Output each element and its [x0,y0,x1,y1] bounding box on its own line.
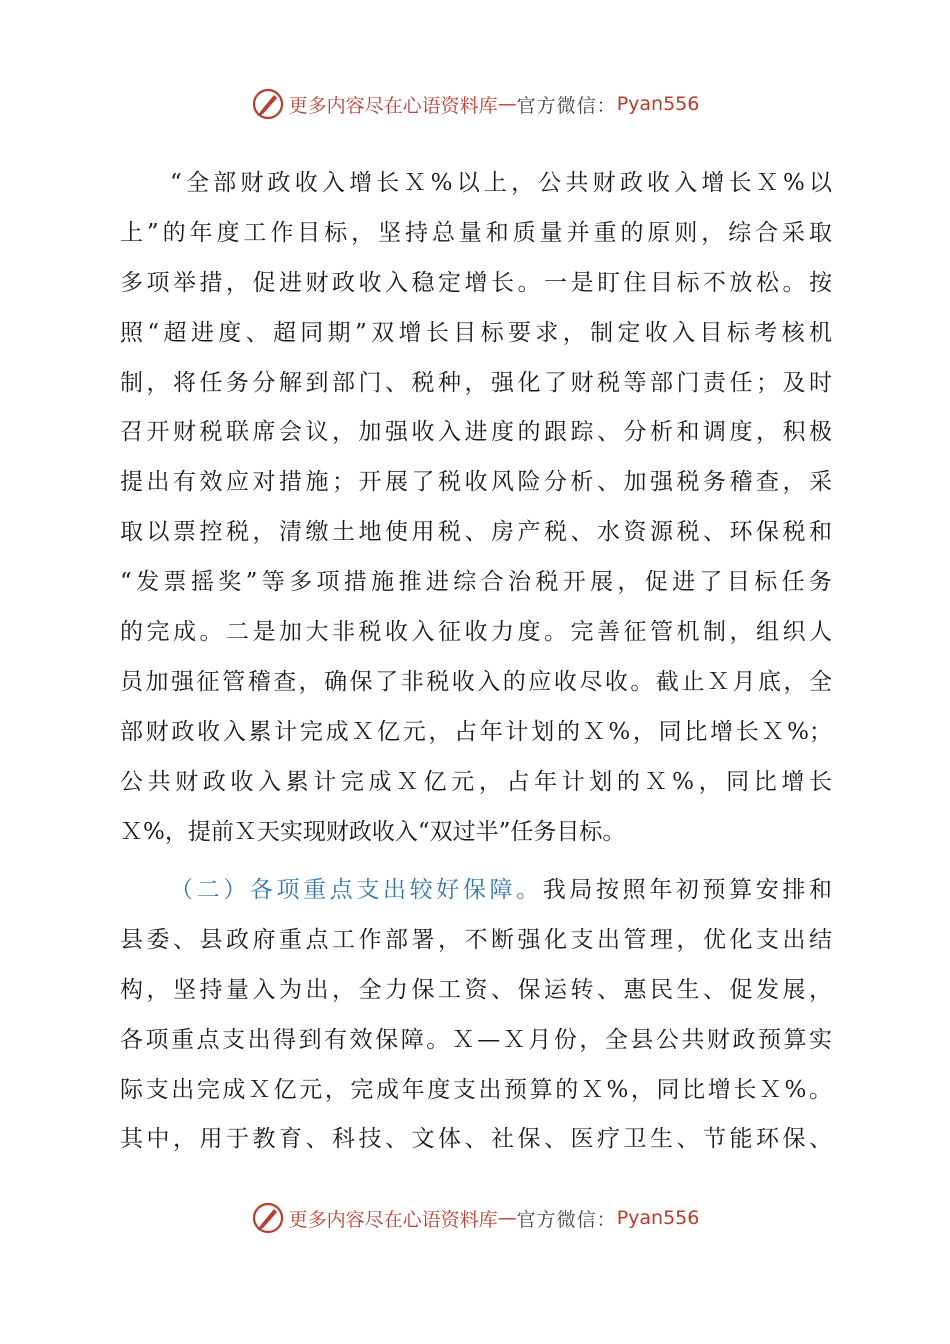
text-line: 县委、县政府重点工作部署，不断强化支出管理，优化支出结 [120,926,832,953]
banner-wechat-label: 官方微信： [516,94,617,117]
text-line: 上”的年度工作目标，坚持总量和质量并重的原则，综合采取 [120,219,832,246]
text-line [120,866,832,916]
text-line: “发票摇奖”等多项措施推进综合治税开展，促进了目标任务 [120,569,832,596]
heading-continuation: 我局按照年初预算安排和 [542,877,832,903]
text-line: 各项重点支出得到有效保障。Ｘ—Ｘ月份，全县公共财政预算实 [120,1026,832,1053]
text-line: 取以票控税，清缴土地使用税、房产税、水资源税、环保税和 [120,519,832,546]
text-line: Ｘ%，提前Ｘ天实现财政收入“双过半”任务目标。 [120,818,626,845]
text-line: 的完成。二是加大非税收入征收力度。完善征管机制，组织人 [120,619,832,646]
header-banner [0,84,950,124]
text-line: 照“超进度、超同期”双增长目标要求，制定收入目标考核机 [120,319,832,346]
text-line: 召开财税联席会议，加强收入进度的跟踪、分析和调度，积极 [120,419,832,446]
text-line: 多项举措，促进财政收入稳定增长。一是盯住目标不放松。按 [120,269,832,296]
text-line: 员加强征管稽查，确保了非税收入的应收尽收。截止Ｘ月底，全 [120,668,832,695]
text-line: 提出有效应对措施；开展了税收风险分析、加强税务稽查，采 [120,469,832,496]
pen-logo-icon [251,87,285,121]
banner-main-text: 更多内容尽在心语资料库 [288,94,498,117]
banner-dash: — [497,1207,517,1229]
banner-wechat-id: Pyan556 [616,93,700,115]
text-line: 际支出完成Ｘ亿元，完成年度支出预算的Ｘ%，同比增长Ｘ%。 [120,1076,832,1103]
text-line: 公共财政收入累计完成Ｘ亿元，占年计划的Ｘ%，同比增长 [120,768,832,795]
text-line: 部财政收入累计完成Ｘ亿元，占年计划的Ｘ%，同比增长Ｘ%； [120,718,832,745]
paragraph-revenue [120,159,832,857]
section-heading: （二）各项重点支出较好保障。 [170,877,543,903]
text-line: 制，将任务分解到部门、税种，强化了财税等部门责任；及时 [120,369,832,396]
text-line: “全部财政收入增长Ｘ%以上，公共财政收入增长Ｘ%以 [170,170,832,196]
pen-logo-icon [251,1201,285,1235]
text-line: 其中，用于教育、科技、文体、社保、医疗卫生、节能环保、 [120,1126,832,1153]
paragraph-expenditure [120,866,832,1165]
footer-banner [0,1198,950,1238]
banner-wechat-label: 官方微信： [516,1208,617,1231]
banner-wechat-id: Pyan556 [616,1207,700,1229]
banner-main-text: 更多内容尽在心语资料库 [288,1208,498,1231]
banner-dash: — [497,93,517,115]
text-line: 构，坚持量入为出，全力保工资、保运转、惠民生、促发展， [120,976,832,1003]
